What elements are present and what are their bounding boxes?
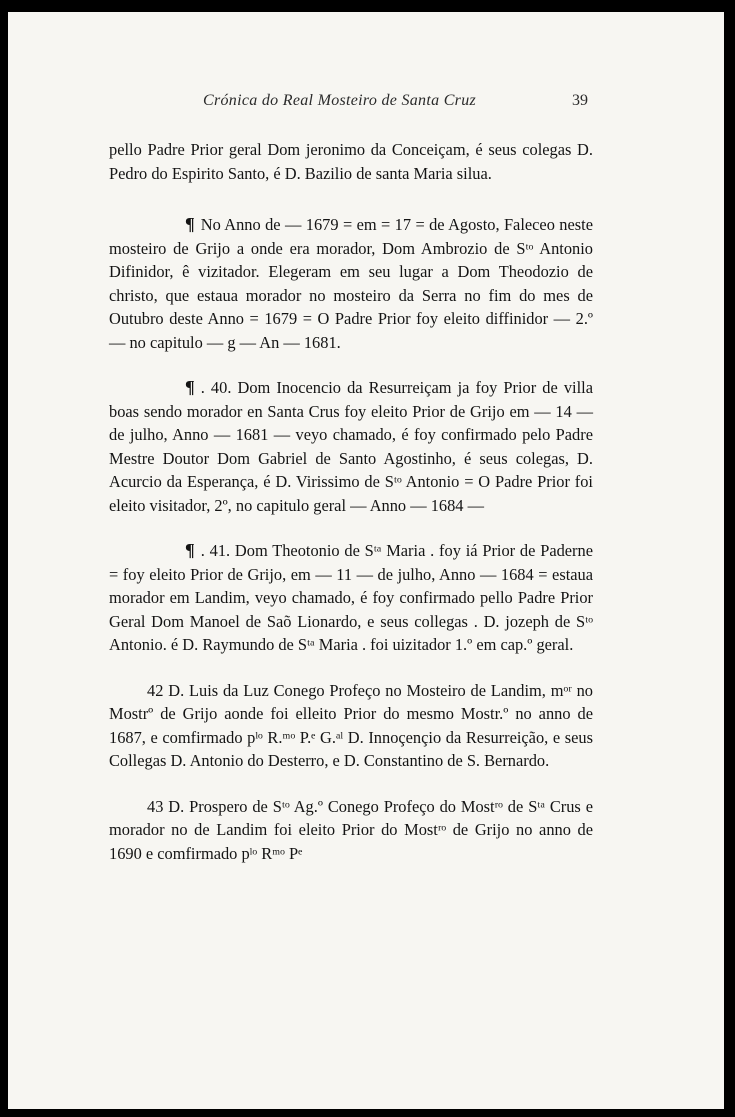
paragraph-43-entry [109, 795, 593, 866]
paragraph-41-entry [109, 539, 593, 657]
running-head [8, 92, 724, 114]
page-body [109, 138, 593, 887]
paragraph-text: . 40. Dom Inocencio da Resurreiçam ja foy Prior de villa boas sendo morador en Santa Crus foy eleito Prior de Grijo em — 14 — de julho, Anno — 1681 — veyo chamado, é foy confirmado pelo Padre Mestre Doutor Dom Gabriel de Santo Agostinho, é seus colegas, D. Acurcio da Esperança, é D. Virissimo de Sᵗᵒ Antonio = O Padre Prior foi eleito visitador, 2º, no capitulo geral — Anno — 1684 — [109, 378, 593, 515]
paragraph-text: pello Padre Prior geral Dom jeronimo da Conceiçam, é seus colegas D. Pedro do Espirito Santo, é D. Bazilio de santa Maria silua. [109, 140, 593, 183]
book-page [8, 12, 724, 1109]
running-title: Crónica do Real Mosteiro de Santa Cruz [203, 92, 477, 109]
paragraph-text: . 41. Dom Theotonio de Sᵗᵃ Maria . foy iá Prior de Paderne = foy eleito Prior de Grijo, em — 11 — de julho, Anno — 1684 = estaua morador em Landim, veyo chamado, é foy confirmado pello Padre Prior Geral Dom Manoel de Saõ Lionardo, e seus collegas . D. jozeph de Sᵗᵒ Antonio. é D. Raymundo de Sᵗᵃ Maria . foi uizitador 1.º em cap.º geral. [109, 541, 593, 654]
paragraph-42-entry [109, 679, 593, 773]
paragraph-mark-icon: ¶ [185, 540, 195, 560]
paragraph-continuation [109, 138, 593, 185]
paragraph-mark-icon: ¶ [185, 377, 195, 397]
paragraph-text: 42 D. Luis da Luz Conego Profeço no Mosteiro de Landim, mᵒʳ no Mostrº de Grijo aonde foi elleito Prior do mesmo Mostr.º no anno de 1687, e comfirmado pˡᵒ R.ᵐᵒ P.ᵉ G.ᵃˡ D. Innoçençio da Resurreição, e seus Collegas D. Antonio do Desterro, e D. Constantino de S. Bernardo. [109, 680, 593, 770]
paragraph-mark-icon: ¶ [185, 214, 195, 234]
paragraph-40-entry [109, 376, 593, 517]
paragraph-text: No Anno de — 1679 = em = 17 = de Agosto, Faleceo neste mosteiro de Grijo a onde era morador, Dom Ambrozio de Sᵗᵒ Antonio Difinidor, ê vizitador. Elegeram em seu lugar a Dom Theodozio de christo, que estaua morador no mosteiro da Serra no fim do mes de Outubro deste Anno = 1679 = O Padre Prior foy eleito diffinidor — 2.º — no capitulo — g — An — 1681. [109, 215, 593, 352]
paragraph-1679-entry [109, 213, 593, 354]
paragraph-text: 43 D. Prospero de Sᵗᵒ Ag.º Conego Profeço do Mostʳᵒ de Sᵗᵃ Crus e morador no de Landim foi eleito Prior do Mostʳᵒ de Grijo no anno de 1690 e comfirmado pˡᵒ Rᵐᵒ Pᵉ [109, 796, 593, 863]
page-number: 39 [572, 92, 588, 109]
